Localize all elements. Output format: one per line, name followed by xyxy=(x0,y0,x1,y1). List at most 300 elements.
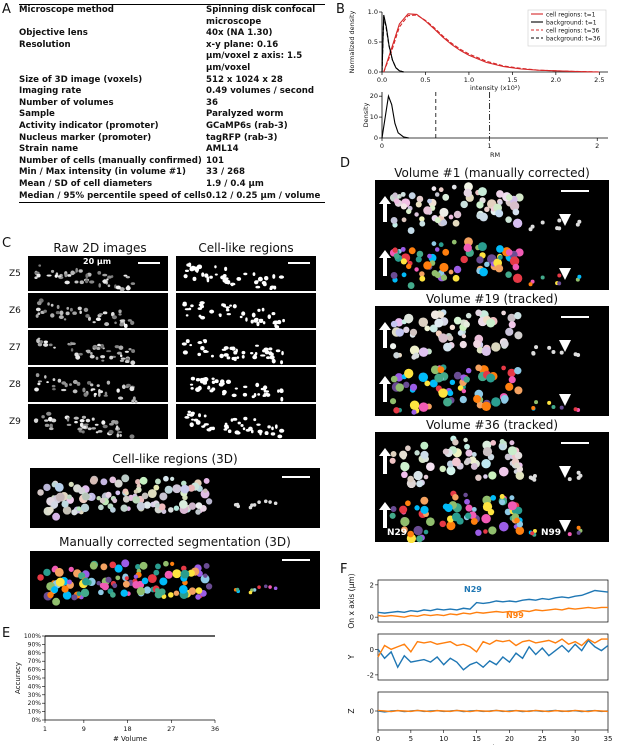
param-value: tagRFP (rab-3) xyxy=(206,132,278,143)
param-name: Size of 3D image (voxels) xyxy=(19,74,143,85)
segmented-cell xyxy=(452,494,458,500)
cell-blob xyxy=(134,489,138,493)
segmented-cell xyxy=(37,574,44,581)
segmented-cell xyxy=(165,571,173,579)
segmented-cell xyxy=(174,590,179,595)
cell-blob xyxy=(91,427,96,429)
segmented-cell xyxy=(195,594,201,600)
cell-blob xyxy=(55,483,64,492)
segmented-cell xyxy=(419,372,428,381)
segmented-cell xyxy=(568,532,572,536)
cell-blob xyxy=(83,392,87,396)
segmented-cell xyxy=(501,366,506,371)
cell-blob xyxy=(165,486,173,494)
cell-blob xyxy=(118,397,123,400)
render-content xyxy=(375,432,609,542)
cell-blob xyxy=(427,199,432,204)
segmented-cell xyxy=(446,521,455,530)
cell-blob xyxy=(280,360,283,364)
cell-blob xyxy=(132,496,140,504)
segmented-cell xyxy=(155,564,161,570)
cell-blob xyxy=(193,277,197,281)
segmented-cell xyxy=(423,261,431,269)
y-tick-label: 40% xyxy=(27,683,41,691)
cell-blob xyxy=(253,272,256,276)
cell-blob xyxy=(90,355,95,359)
volume-title: Volume #36 (tracked) xyxy=(425,418,559,432)
cell-blob xyxy=(225,306,230,308)
cell-blob xyxy=(240,424,243,427)
cell-blob xyxy=(109,356,113,360)
cell-blob xyxy=(190,422,194,427)
cell-blob xyxy=(75,355,80,360)
cell-blob xyxy=(86,350,90,354)
y-tick-label: 20% xyxy=(27,700,41,708)
segmented-cell xyxy=(414,505,419,510)
cell-blob xyxy=(209,310,214,314)
segmented-cell xyxy=(505,383,513,391)
cell-blob xyxy=(396,328,404,336)
cell-blob xyxy=(259,431,261,436)
segmented-cell xyxy=(471,518,478,525)
image-content xyxy=(176,404,316,439)
cell-blob xyxy=(274,501,278,505)
cell-blob xyxy=(262,308,265,312)
cell-blob xyxy=(38,380,42,382)
cell-blob xyxy=(406,209,411,214)
segmented-cell xyxy=(204,563,210,569)
panel-label-f: F xyxy=(340,562,348,577)
cell-blob xyxy=(133,396,136,401)
table-row xyxy=(19,5,325,28)
x-tick-label: 10 xyxy=(439,735,449,743)
param-name: Activity indicator (promoter) xyxy=(19,120,159,131)
segmented-cell xyxy=(159,577,167,585)
cell-blob xyxy=(483,447,492,456)
segmented-cell xyxy=(509,495,514,500)
cell-blob xyxy=(84,308,89,312)
cell-blob xyxy=(123,496,130,503)
segmented-cell xyxy=(499,499,505,505)
cell-blob xyxy=(393,352,399,358)
x-tick-label: 5 xyxy=(408,735,414,743)
cell-blob xyxy=(108,430,113,434)
cell-blob xyxy=(129,386,134,391)
segmented-cell xyxy=(514,518,520,524)
cell-blob xyxy=(112,498,117,503)
cell-blob xyxy=(243,393,247,397)
cell-blob xyxy=(163,476,169,482)
y-tick-label: 80% xyxy=(27,649,41,657)
cell-blob xyxy=(232,394,237,397)
arrow-up-icon xyxy=(383,328,387,348)
cell-blob xyxy=(417,196,424,203)
cell-blob xyxy=(252,355,257,359)
cell-blob xyxy=(85,279,88,283)
y-axis-label: Y xyxy=(347,654,356,660)
param-name: Imaging rate xyxy=(19,86,82,97)
cell-blob xyxy=(50,313,54,317)
segmented-cell xyxy=(439,521,446,528)
param-name: Mean / SD of cell diameters xyxy=(19,178,153,189)
cell-blob xyxy=(85,314,89,318)
cell-blob xyxy=(426,462,435,471)
arrow-up-icon xyxy=(383,382,387,402)
cell-blob xyxy=(443,343,452,352)
segmented-cell xyxy=(460,396,467,403)
cell-blob xyxy=(128,319,132,322)
cell-blob xyxy=(238,422,241,425)
cell-blob xyxy=(416,480,423,487)
cell-blob xyxy=(401,192,406,197)
cell-blob xyxy=(453,220,460,227)
cell-blob xyxy=(255,352,258,355)
segmentation-3d-title: Manually corrected segmentation (3D) xyxy=(59,535,291,549)
segmented-cell xyxy=(513,274,522,283)
segmented-cell xyxy=(530,531,534,535)
cell-blob xyxy=(209,389,213,392)
x-tick-label: 18 xyxy=(123,725,132,733)
segmented-cell xyxy=(411,410,416,415)
legend-entry: cell regions: t=1 xyxy=(546,11,596,19)
cell-blob xyxy=(115,345,120,348)
scale-bar xyxy=(138,262,160,264)
segmented-cell xyxy=(420,497,428,505)
cell-blob xyxy=(242,351,246,355)
table-row xyxy=(19,156,325,168)
cell-blob xyxy=(114,321,117,324)
cell-blob xyxy=(121,357,126,359)
image-content xyxy=(28,293,168,328)
segmented-cell xyxy=(414,267,418,271)
cell-blob xyxy=(265,431,269,435)
cell-blob xyxy=(243,417,247,421)
cell-blob xyxy=(92,417,95,420)
cell-blob xyxy=(107,276,112,279)
z-slice-label: Z6 xyxy=(9,306,21,316)
cell-blob xyxy=(279,429,284,433)
cell-blob xyxy=(36,273,40,277)
raw-2d-image xyxy=(28,404,168,439)
segmented-cell xyxy=(181,570,190,579)
cell-blob xyxy=(514,331,522,339)
cell-blob xyxy=(195,387,200,392)
cell-blob xyxy=(186,314,189,316)
cell-blob xyxy=(255,383,259,387)
segmented-cell xyxy=(390,398,396,404)
segmented-cell xyxy=(257,585,261,589)
cell-blob xyxy=(82,388,85,393)
y-axis-label: Normalized density xyxy=(348,10,356,74)
y-tick-label: -2 xyxy=(367,671,374,680)
cell-blob xyxy=(279,388,283,393)
cell-blob xyxy=(201,272,204,277)
cell-blob xyxy=(107,381,110,385)
segmented-cell xyxy=(475,529,481,535)
segmented-cell xyxy=(148,574,157,583)
cell-blob xyxy=(257,500,261,504)
scale-bar xyxy=(282,559,310,561)
cell-blob xyxy=(124,324,128,328)
trajectory-line xyxy=(378,639,608,657)
image-content xyxy=(176,293,316,328)
cell-blob xyxy=(404,314,413,323)
subplot-frame xyxy=(378,634,608,680)
cell-blob xyxy=(441,220,447,226)
cell-blob xyxy=(100,344,104,349)
cell-blob xyxy=(450,325,455,330)
segmented-cell xyxy=(47,592,53,598)
segmented-cell xyxy=(514,386,522,394)
segmented-cell xyxy=(513,264,520,271)
segmented-cell xyxy=(409,247,416,254)
cell-blob xyxy=(121,505,128,512)
cell-blob xyxy=(204,478,210,484)
cell-blob xyxy=(75,268,78,273)
cell-blob xyxy=(116,286,121,290)
cell-blob xyxy=(499,444,505,450)
cell-blob xyxy=(197,341,202,344)
cell-blob xyxy=(34,418,38,423)
segmented-cell xyxy=(498,255,503,260)
cell-blob xyxy=(439,208,448,217)
cell-blob xyxy=(454,317,462,325)
segmented-cell xyxy=(196,587,203,594)
param-name: Sample xyxy=(19,109,55,120)
segmented-cell xyxy=(400,517,409,526)
cell-blob xyxy=(198,413,201,417)
cell-blob xyxy=(78,353,82,356)
arrow-up-icon xyxy=(383,256,387,276)
cell-blob xyxy=(51,304,54,307)
param-value: 36 xyxy=(206,97,218,108)
cell-blob xyxy=(97,271,101,275)
cell-blob xyxy=(204,273,208,277)
cell-blob xyxy=(501,311,506,316)
param-value: GCaMP6s (rab-3) xyxy=(206,120,288,131)
segmented-cell xyxy=(481,514,490,523)
segmented-cell xyxy=(112,583,117,588)
cell-blob xyxy=(125,360,130,363)
cell-blob xyxy=(186,263,190,266)
cell-blob xyxy=(414,212,418,216)
segmented-cell xyxy=(132,581,140,589)
panel-label-d: D xyxy=(340,156,351,171)
table-row xyxy=(19,133,325,145)
x-tick-label: 9 xyxy=(81,725,86,733)
x-tick-label: 36 xyxy=(210,725,220,733)
cell-blob xyxy=(74,417,79,420)
x-tick-label: 0.0 xyxy=(376,76,388,84)
cell-blob xyxy=(203,339,207,343)
cell-blob xyxy=(155,503,160,508)
cell-blob xyxy=(249,506,253,510)
segmented-cell xyxy=(476,256,483,263)
segmented-cell xyxy=(464,244,472,252)
cell-blob xyxy=(106,278,108,280)
cell-blob xyxy=(77,428,82,431)
cell-blob xyxy=(115,490,120,495)
z-slice-label: Z9 xyxy=(9,417,21,427)
segmented-cell xyxy=(472,507,477,512)
segmented-cell xyxy=(424,530,429,535)
cell-blob xyxy=(197,353,201,356)
segmented-cell xyxy=(417,251,424,258)
cell-blob xyxy=(442,194,449,201)
cell-blob xyxy=(482,347,491,356)
cell-blob xyxy=(71,509,77,515)
cell-blob xyxy=(189,502,196,509)
cell-blob xyxy=(64,281,69,285)
cell-blob xyxy=(227,313,231,315)
segmented-cell xyxy=(407,531,414,538)
segmented-cell xyxy=(516,526,525,535)
cell-blob xyxy=(267,425,270,428)
cell-blob xyxy=(478,187,487,196)
cell-blob xyxy=(547,346,551,350)
y-tick-label: 0% xyxy=(31,717,41,724)
segmented-cell xyxy=(452,240,457,245)
y-tick-label: 20 xyxy=(369,92,378,101)
raw-2d-image xyxy=(28,367,168,402)
cell-blob xyxy=(191,377,195,381)
series-label-n29: N29 xyxy=(464,585,482,594)
y-axis-label: On x axis (μm) xyxy=(347,573,356,629)
segmented-cell xyxy=(404,369,413,378)
cell-blob xyxy=(473,340,481,348)
cell-blob xyxy=(408,227,415,234)
cell-blob xyxy=(59,311,63,316)
segmented-cell xyxy=(419,402,429,412)
render-content xyxy=(375,180,609,290)
cell-mask-image xyxy=(176,330,316,365)
segmented-cell xyxy=(406,264,411,269)
image-content xyxy=(28,404,168,439)
cell-blob xyxy=(272,274,275,279)
y-tick-label: 0.5 xyxy=(367,38,378,46)
segmented-cell xyxy=(442,249,449,256)
segmented-cell xyxy=(168,592,174,598)
cell-blob xyxy=(452,458,461,467)
param-value: 40x (NA 1.30) xyxy=(206,28,273,39)
segmented-cell xyxy=(454,372,462,380)
cell-blob xyxy=(275,424,278,428)
y-tick-label: 0 xyxy=(369,645,374,654)
cell-blob xyxy=(219,314,222,317)
segmented-cell xyxy=(435,272,441,278)
cell-blob xyxy=(96,357,99,360)
cell-blob xyxy=(109,476,116,483)
segmented-cell xyxy=(90,562,98,570)
cell-blob xyxy=(49,344,53,347)
cell-blob xyxy=(105,492,111,498)
cell-blob xyxy=(268,500,272,504)
segmented-cell xyxy=(460,256,467,263)
cell-blob xyxy=(120,319,125,322)
cell-blob xyxy=(47,302,50,305)
cell-blob xyxy=(464,321,470,327)
cell-blob xyxy=(222,393,225,396)
segmented-cell xyxy=(541,276,545,280)
cell-blob xyxy=(189,344,192,346)
cell-blob xyxy=(102,274,107,277)
param-name: Microscope method xyxy=(19,5,114,15)
segmented-cell xyxy=(452,513,461,522)
cell-blob xyxy=(257,309,260,312)
cell-blob xyxy=(452,185,457,190)
param-name: Min / Max intensity (in volume #1) xyxy=(19,167,186,178)
segmented-cell xyxy=(69,567,74,572)
segmented-cell xyxy=(495,264,503,272)
cell-blob xyxy=(224,425,229,428)
y-tick-label: 0 xyxy=(369,707,374,716)
cell-blob xyxy=(65,383,68,387)
cell-blob xyxy=(236,356,239,359)
cell-blob xyxy=(74,281,78,284)
segmented-cell xyxy=(43,569,50,576)
cell-blob xyxy=(391,451,397,457)
cell-blob xyxy=(435,217,441,223)
cell-blob xyxy=(466,313,472,319)
cell-blob xyxy=(125,351,129,353)
cell-blob xyxy=(200,379,204,383)
segmented-cell xyxy=(509,376,516,383)
segmented-cell xyxy=(416,535,423,542)
intensity-density-plots xyxy=(334,0,617,159)
segmented-cell xyxy=(529,282,533,286)
cell-blob xyxy=(224,267,227,271)
segmented-cell xyxy=(475,364,482,371)
cell-blob xyxy=(186,339,190,343)
segmented-cell xyxy=(496,245,504,253)
y-tick-label: 0 xyxy=(369,613,374,622)
cell-blob xyxy=(100,498,106,504)
cell-blob xyxy=(131,282,135,285)
segmented-cell xyxy=(56,578,65,587)
cell-blob xyxy=(506,194,513,201)
segmented-cell xyxy=(577,531,581,535)
segmented-cell xyxy=(100,583,106,589)
segmented-cell xyxy=(163,561,169,567)
segmented-cell xyxy=(55,568,64,577)
scale-bar xyxy=(282,476,310,478)
cell-blob xyxy=(484,207,489,212)
cell-blob xyxy=(67,494,72,499)
cells-3d-gray xyxy=(30,468,320,528)
cell-blob xyxy=(435,192,439,196)
y-tick-label: 0.0 xyxy=(367,68,378,76)
cell-blob xyxy=(93,321,96,323)
cell-blob xyxy=(44,419,48,421)
table-row xyxy=(19,179,325,191)
segmented-cell xyxy=(264,584,268,588)
cell-blob xyxy=(232,346,236,350)
cell-regions-title: Cell-like regions xyxy=(198,241,294,255)
cell-blob xyxy=(420,451,428,459)
cell-blob xyxy=(117,352,122,355)
cell-blob xyxy=(45,424,49,427)
param-value: 101 xyxy=(206,155,224,166)
segmented-cell xyxy=(490,495,496,501)
cell-blob xyxy=(86,419,90,423)
cell-blob xyxy=(256,423,260,425)
cell-blob xyxy=(541,221,545,225)
cell-blob xyxy=(486,319,495,328)
cell-blob xyxy=(53,378,56,381)
cell-blob xyxy=(252,313,256,318)
cell-blob xyxy=(252,395,255,398)
cell-blob xyxy=(472,452,477,457)
